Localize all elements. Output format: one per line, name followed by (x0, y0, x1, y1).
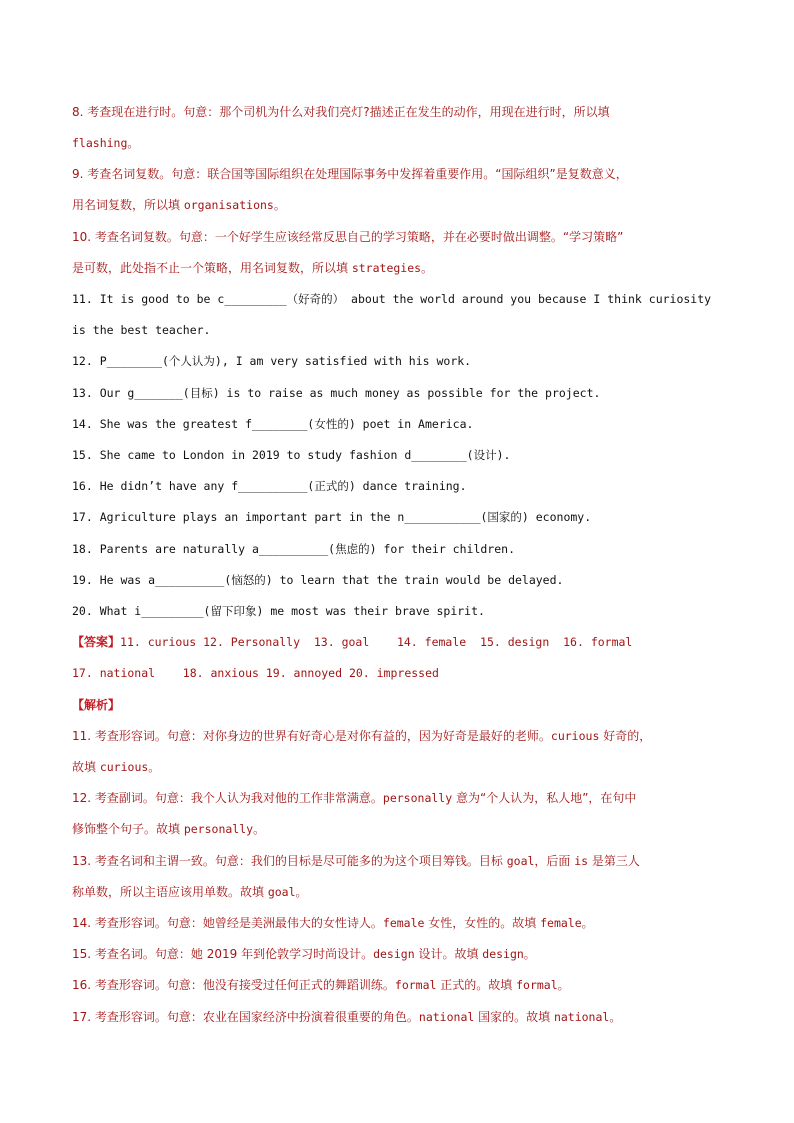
text-span: national。 (553, 1010, 621, 1024)
text-line (72, 353, 732, 369)
text-span: 11. curious 12. Personally 13. goal 14. female 15. design 16. formal (120, 635, 633, 649)
answer-label: 【答案】 (72, 635, 121, 649)
text-span: 好奇的， (599, 729, 652, 743)
text-span: 8. 考查现在进行时。句意：那个司机为什么对我们亮灯?描述正在发生的动作，用现在进行时，所以填 (72, 105, 610, 119)
text-span: personally (382, 791, 453, 805)
text-span: formal (394, 978, 437, 992)
text-span: formal。 (516, 978, 570, 992)
text-span: national (418, 1010, 475, 1024)
text-line (72, 166, 732, 182)
text-span: 14. 考查形容词。句意：她曾经是美洲最伟大的女性诗人。 (72, 916, 383, 930)
text-span: personally。 (183, 822, 265, 836)
text-line (72, 416, 732, 432)
text-line (72, 665, 732, 681)
text-span: 是可数，此处指不止一个策略，用名词复数，所以填 (72, 261, 352, 275)
text-span: 修饰整个句子。故填 (72, 822, 184, 836)
text-span: 15. 考查名词。句意：她 2019 年到伦敦学习时尚设计。 (72, 947, 374, 961)
text-line (72, 759, 732, 775)
text-line (72, 447, 732, 463)
text-span: is (574, 854, 589, 868)
text-line (72, 977, 732, 993)
text-line (72, 603, 732, 619)
text-line (72, 291, 732, 307)
text-line (72, 135, 732, 151)
text-span: 17. national 18. anxious 19. annoyed 20. impressed (72, 666, 439, 680)
text-span: 20. What i_________(留下印象) me most was their brave spirit. (72, 604, 485, 618)
text-line (72, 790, 732, 806)
text-span: curious (550, 729, 600, 743)
text-span: 17. Agriculture plays an important part in the n___________(国家的) economy. (72, 510, 592, 524)
text-line (72, 572, 732, 588)
text-span: curious。 (99, 760, 160, 774)
text-line (72, 260, 732, 276)
text-span: 11. 考查形容词。句意：对你身边的世界有好奇心是对你有益的，因为好奇是最好的老师。 (72, 729, 551, 743)
text-line (72, 946, 732, 962)
text-span: 16. He didn’t have any f__________(正式的) dance training. (72, 479, 467, 493)
text-span: flashing。 (72, 136, 139, 150)
text-line (72, 821, 732, 837)
text-span: 15. She came to London in 2019 to study fashion d________(设计). (72, 448, 511, 462)
text-span: 12. P________(个人认为), I am very satisfied with his work. (72, 354, 472, 368)
text-span: 是第三人 (588, 854, 640, 868)
text-span: organisations。 (183, 198, 286, 212)
text-span: 10. 考查名词复数。句意：一个好学生应该经常反思自己的学习策略，并在必要时做出调整。“学习策略” (72, 230, 624, 244)
text-span: design。 (482, 947, 536, 961)
text-line (72, 884, 732, 900)
text-span: female。 (540, 916, 594, 930)
text-span: 19. He was a__________(恼怒的) to learn that the train would be delayed. (72, 573, 564, 587)
text-span: 设计。故填 (414, 947, 483, 961)
text-span: 13. Our g_______(目标) is to raise as much money as possible for the project. (72, 386, 601, 400)
text-line (72, 541, 732, 557)
text-span: 正式的。故填 (436, 978, 517, 992)
text-span: 国家的。故填 (474, 1010, 554, 1024)
text-span: 用名词复数，所以填 (72, 198, 184, 212)
text-line (72, 322, 732, 338)
text-span: 13. 考查名词和主谓一致。句意：我们的目标是尽可能多的为这个项目筹钱。目标 (72, 854, 507, 868)
text-line (72, 853, 732, 869)
text-span: 18. Parents are naturally a__________(焦虑的) for their children. (72, 542, 515, 556)
text-span: 12. 考查副词。句意：我个人认为我对他的工作非常满意。 (72, 791, 383, 805)
text-span: 9. 考查名词复数。句意：联合国等国际组织在处理国际事务中发挥着重要作用。“国际组织”是复数意义， (72, 167, 628, 181)
text-span: 称单数，所以主语应该用单数。故填 (72, 885, 268, 899)
text-line (72, 478, 732, 494)
text-span: 故填 (72, 760, 100, 774)
text-line (72, 104, 732, 120)
text-line (72, 229, 732, 245)
text-span: 11. It is good to be c_________（好奇的） about the world around you because I think curiosity (72, 292, 712, 306)
text-line (72, 197, 732, 213)
analysis-heading-line (72, 697, 732, 713)
analysis-label: 【解析】 (72, 698, 121, 712)
text-span: ，后面 (534, 854, 575, 868)
text-span: female (382, 916, 425, 930)
text-line (72, 915, 732, 931)
text-line (72, 385, 732, 401)
text-span: goal。 (267, 885, 308, 899)
text-line (72, 509, 732, 525)
text-span: goal (506, 854, 535, 868)
text-span: strategies。 (351, 261, 433, 275)
text-span: 意为“个人认为，私人地”，在句中 (452, 791, 637, 805)
text-span: design (373, 947, 415, 961)
text-line (72, 1009, 732, 1025)
text-span: 16. 考查形容词。句意：他没有接受过任何正式的舞蹈训练。 (72, 978, 395, 992)
answer-line (72, 634, 732, 650)
text-span: 14. She was the greatest f________(女性的) poet in America. (72, 417, 474, 431)
text-line (72, 728, 732, 744)
text-span: 女性，女性的。故填 (424, 916, 541, 930)
text-span: is the best teacher. (72, 323, 211, 337)
text-span: 17. 考查形容词。句意：农业在国家经济中扮演着很重要的角色。 (72, 1010, 419, 1024)
